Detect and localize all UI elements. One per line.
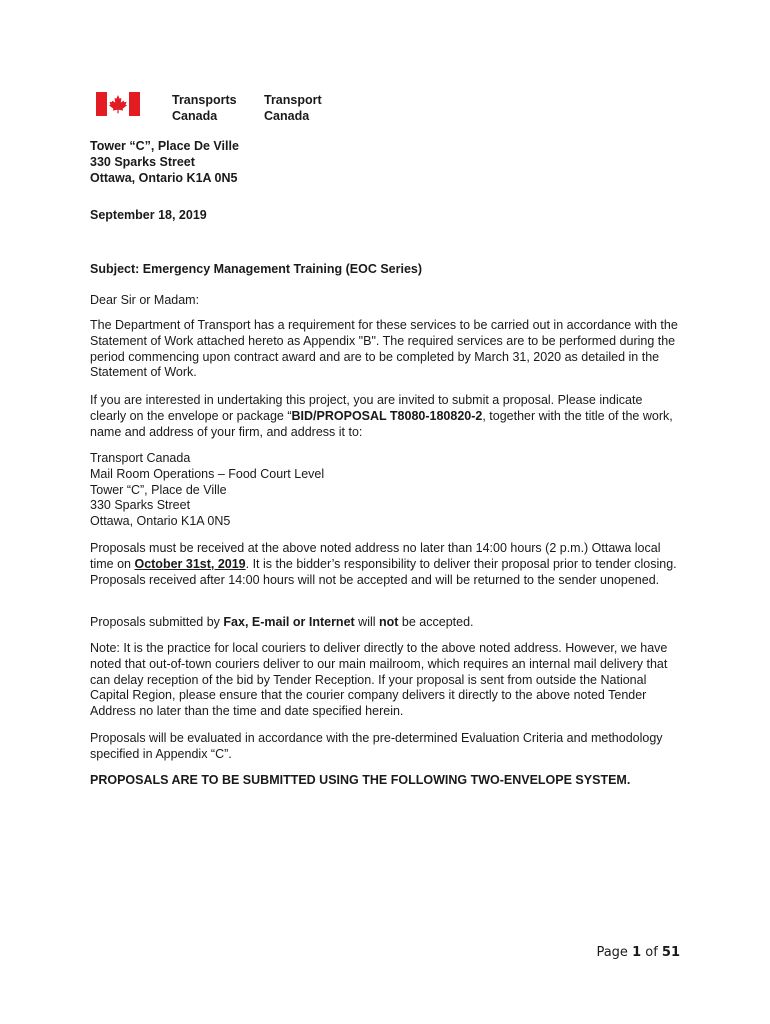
methods-text-3: be accepted. <box>398 615 474 629</box>
letter-date: September 18, 2019 <box>90 208 207 222</box>
sender-address <box>90 138 239 186</box>
org-name-en-line1: Transports <box>172 93 237 107</box>
paragraph-submission-text: If you are interested in undertaking this project, you are invited to submit a proposal. Please indicate clearly on the envelope or package “ <box>90 393 643 423</box>
mailing-address <box>90 451 680 530</box>
deadline-date: October 31st, 2019 <box>134 556 246 571</box>
sender-address-line1: Tower “C”, Place De Ville <box>90 139 239 153</box>
letter-subject: Subject: Emergency Management Training (EOC Series) <box>90 262 423 276</box>
paragraph-evaluation: Proposals will be evaluated in accordance with the pre-determined Evaluation Criteria and methodology specified in Appendix “C”. <box>90 731 663 761</box>
sender-address-line2: 330 Sparks Street <box>90 155 195 169</box>
of-word: of <box>641 945 662 960</box>
methods-text-2: will <box>354 615 379 629</box>
paragraph-submission-text-end: , together with the title of the work, name and address of your firm, and address it to: <box>90 408 673 439</box>
paragraph-deadline-text: Proposals must be received at the above noted address no later than 14:00 hours (2 p.m.) Ottawa local time on <box>90 541 661 571</box>
mailing-address-line3: Tower “C”, Place de Ville <box>90 482 227 497</box>
org-name-en <box>172 92 237 124</box>
org-name-fr-line2: Canada <box>264 109 310 123</box>
paragraph-deadline <box>90 541 680 588</box>
page-number <box>596 945 680 960</box>
paragraph-submission-methods <box>90 615 680 631</box>
paragraph-submission <box>90 393 680 440</box>
total-pages: 51 <box>661 945 680 960</box>
mailing-address-line2: Mail Room Operations – Food Court Level <box>90 466 325 481</box>
canada-flag-icon <box>96 92 140 116</box>
methods-bold-2: not <box>379 615 399 629</box>
methods-bold-1: Fax, E-mail or Internet <box>223 615 355 629</box>
page-word: Page <box>596 945 633 960</box>
paragraph-two-envelope: PROPOSALS ARE TO BE SUBMITTED USING THE FOLLOWING TWO-ENVELOPE SYSTEM. <box>90 773 631 787</box>
org-name-fr <box>264 92 322 124</box>
salutation: Dear Sir or Madam: <box>90 293 200 307</box>
bid-reference: BID/PROPOSAL T8080-180820-2 <box>291 408 483 423</box>
mailing-address-line1: Transport Canada <box>90 451 191 465</box>
paragraph-courier-note: Note: It is the practice for local couriers to deliver directly to the above noted address. However, we have noted that out-of-town couriers deliver to our main mailroom, which requires an internal mail delivery that can delay reception of the bid by Tender Reception. If your proposal is sent from outside the National Capital Region, please ensure that the courier company delivers it directly to the above noted Tender Address no later than the time and date specified herein. <box>90 641 668 719</box>
org-name-fr-line1: Transport <box>264 93 322 107</box>
sender-address-line3: Ottawa, Ontario K1A 0N5 <box>90 171 238 185</box>
org-name-en-line2: Canada <box>172 109 218 123</box>
paragraph-requirement: The Department of Transport has a requirement for these services to be carried out in accordance with the Statement of Work attached hereto as Appendix "B". The required services are to be performed during the period commencing upon contract award and are to be completed by March 31, 2020 as detailed in the Statement of Work. <box>90 318 678 380</box>
paragraph-deadline-text-end: . It is the bidder’s responsibility to deliver their proposal prior to tender closing. Proposals received after 14:00 hours will not be accepted and will be returned to the sender unopened. <box>90 556 677 587</box>
current-page: 1 <box>632 945 642 960</box>
mailing-address-line5: Ottawa, Ontario K1A 0N5 <box>90 514 231 529</box>
mailing-address-line4: 330 Sparks Street <box>90 498 191 513</box>
methods-text-1: Proposals submitted by <box>90 615 224 629</box>
